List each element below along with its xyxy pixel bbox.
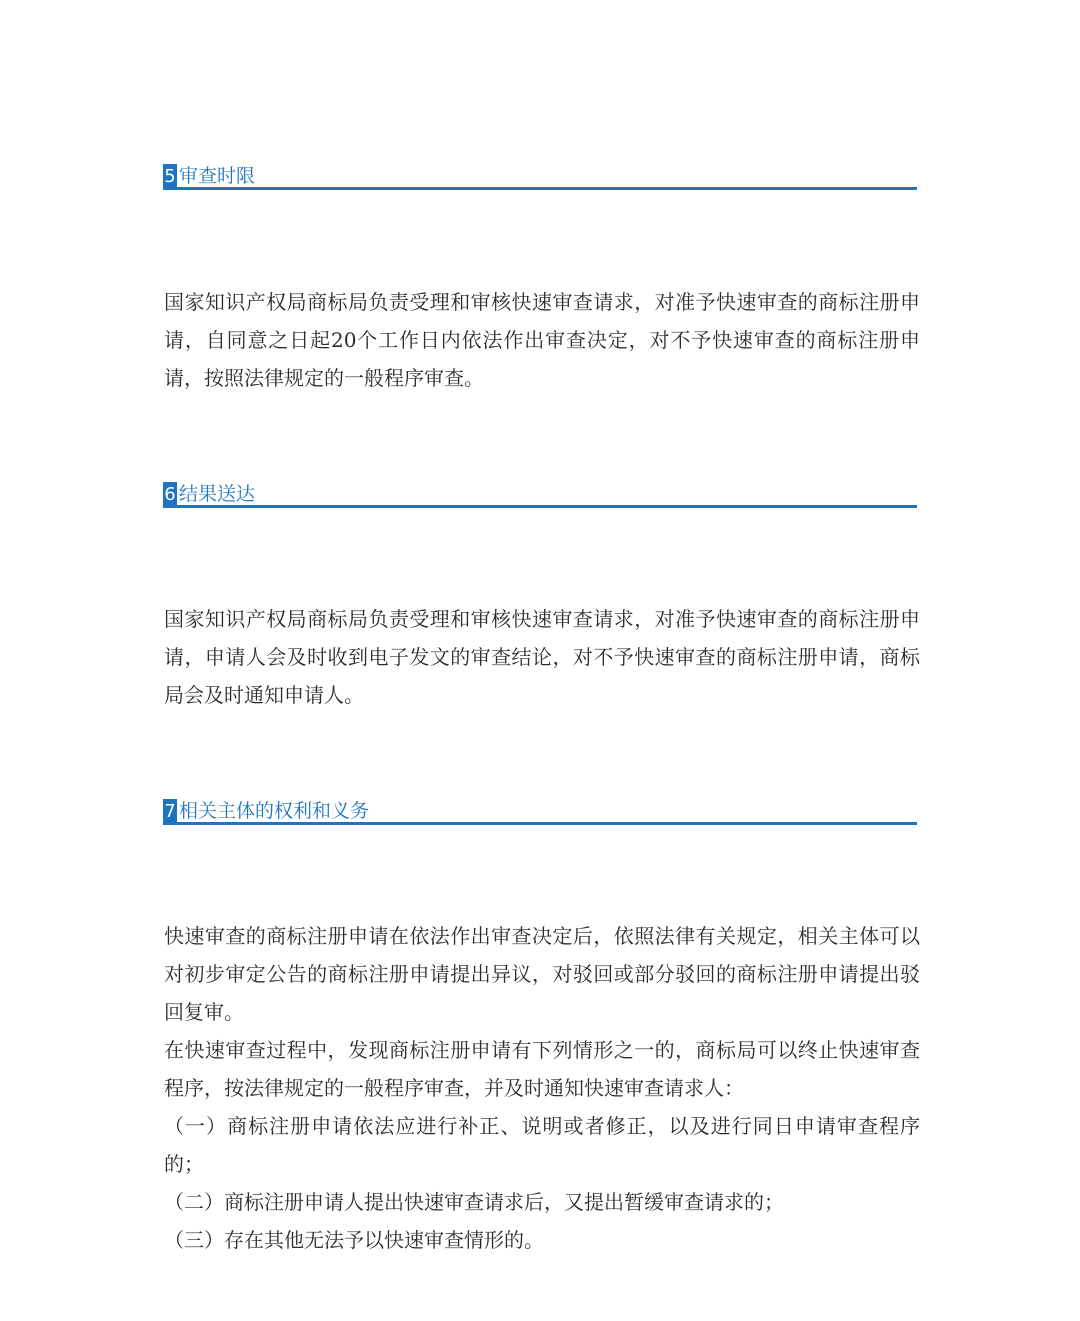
section-body-6 [164, 600, 920, 714]
paragraph: 国家知识产权局商标局负责受理和审核快速审查请求，对准予快速审查的商标注册申请，自同意之日起20个工作日内依法作出审查决定，对不予快速审查的商标注册申请，按照法律规定的一般程序审查。 [164, 290, 920, 390]
section-body-5 [164, 283, 920, 397]
section-number-badge: 7 [163, 799, 177, 825]
section-body-7 [164, 917, 920, 1259]
section-header-7 [163, 799, 917, 825]
section-number-badge: 6 [163, 482, 177, 508]
paragraph: 快速审查的商标注册申请在依法作出审查决定后，依照法律有关规定，相关主体可以对初步审定公告的商标注册申请提出异议，对驳回或部分驳回的商标注册申请提出驳回复审。 [164, 924, 920, 1024]
list-item: （三）存在其他无法予以快速审查情形的。 [164, 1228, 544, 1252]
section-header-6 [163, 482, 917, 508]
section-header-5 [163, 164, 917, 190]
section-title: 审查时限 [179, 165, 256, 187]
section-title: 结果送达 [179, 483, 256, 505]
section-title: 相关主体的权利和义务 [179, 800, 370, 822]
paragraph: 在快速审查过程中，发现商标注册申请有下列情形之一的，商标局可以终止快速审查程序，按法律规定的一般程序审查，并及时通知快速审查请求人： [164, 1038, 920, 1100]
list-item: （二）商标注册申请人提出快速审查请求后，又提出暂缓审查请求的； [164, 1190, 784, 1214]
paragraph: 国家知识产权局商标局负责受理和审核快速审查请求，对准予快速审查的商标注册申请，申请人会及时收到电子发文的审查结论，对不予快速审查的商标注册申请，商标局会及时通知申请人。 [164, 607, 920, 707]
list-item: （一）商标注册申请依法应进行补正、说明或者修正，以及进行同日申请审查程序的； [164, 1114, 920, 1176]
section-number-badge: 5 [163, 164, 177, 190]
